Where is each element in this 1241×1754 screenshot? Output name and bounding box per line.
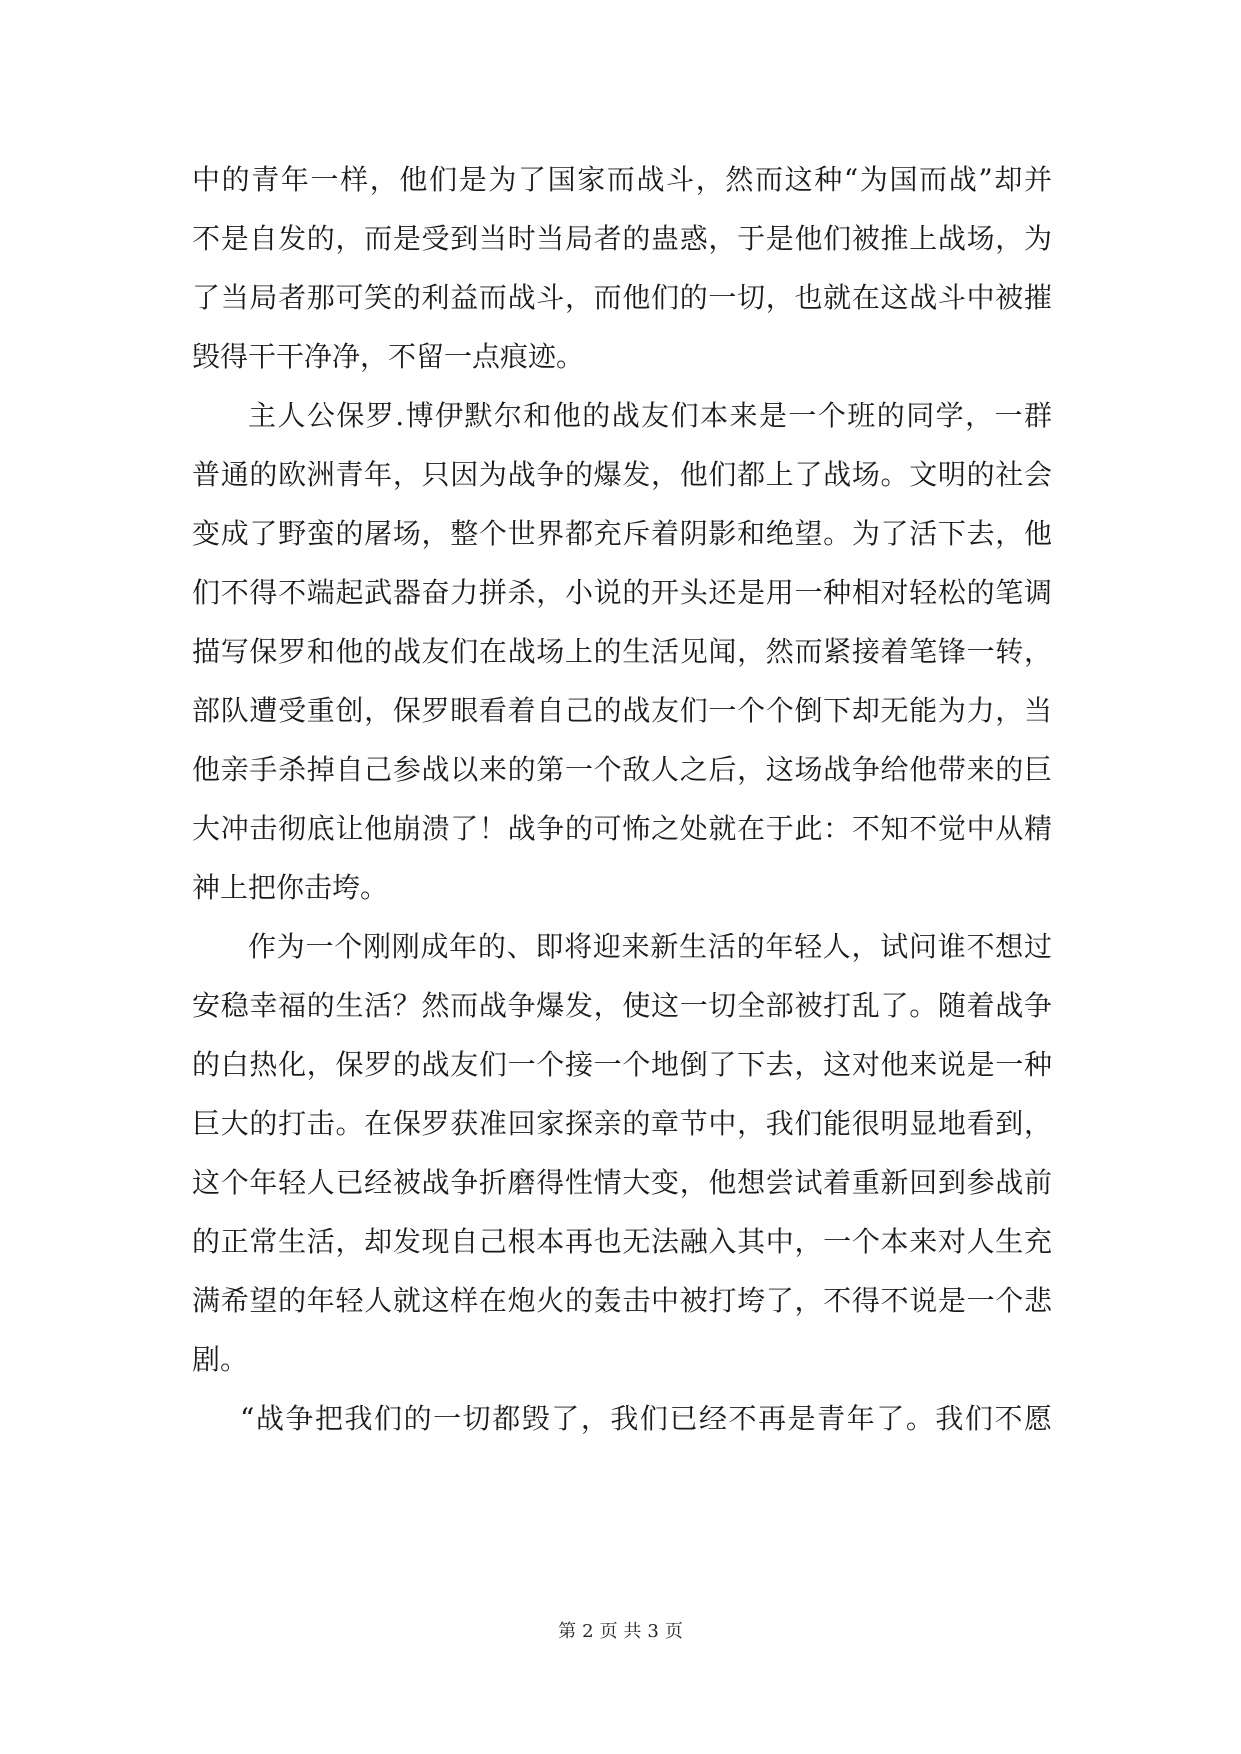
text-line: 毁得干干净净，不留一点痕迹。 xyxy=(192,340,585,373)
text-line: 部队遭受重创，保罗眼看着自己的战友们一个个倒下却无能为力，当 xyxy=(192,694,1052,727)
text-line: 作为一个刚刚成年的、即将迎来新生活的年轻人，试问谁不想过 xyxy=(248,930,1052,963)
text-line: 神上把你击垮。 xyxy=(192,871,389,904)
text-line: 的白热化，保罗的战友们一个接一个地倒了下去，这对他来说是一种 xyxy=(192,1048,1052,1081)
text-line: 他亲手杀掉自己参战以来的第一个敌人之后，这场战争给他带来的巨 xyxy=(192,753,1052,786)
text-line: “战争把我们的一切都毁了，我们已经不再是青年了。我们不愿 xyxy=(240,1402,1052,1435)
footer-prefix: 第 xyxy=(558,1621,577,1642)
text-line: 满希望的年轻人就这样在炮火的轰击中被打垮了，不得不说是一个悲 xyxy=(192,1284,1052,1317)
text-line: 巨大的打击。在保罗获准回家探亲的章节中，我们能很明显地看到， xyxy=(192,1107,1052,1140)
current-page-number: 2 xyxy=(582,1621,594,1642)
text-line: 大冲击彻底让他崩溃了！战争的可怖之处就在于此：不知不觉中从精 xyxy=(192,812,1052,845)
text-line: 中的青年一样，他们是为了国家而战斗，然而这种“为国而战”却并 xyxy=(192,163,1052,196)
text-line: 描写保罗和他的战友们在战场上的生活见闻，然而紧接着笔锋一转， xyxy=(192,635,1052,668)
text-line: 剧。 xyxy=(192,1343,249,1376)
text-line: 们不得不端起武器奋力拼杀，小说的开头还是用一种相对轻松的笔调 xyxy=(192,576,1052,609)
text-line: 的正常生活，却发现自己根本再也无法融入其中，一个本来对人生充 xyxy=(192,1225,1052,1258)
text-line: 了当局者那可笑的利益而战斗，而他们的一切，也就在这战斗中被摧 xyxy=(192,281,1052,314)
text-line: 普通的欧洲青年，只因为战争的爆发，他们都上了战场。文明的社会 xyxy=(192,458,1052,491)
total-page-count: 3 xyxy=(647,1621,659,1642)
text-line: 主人公保罗.博伊默尔和他的战友们本来是一个班的同学，一群 xyxy=(248,399,1052,432)
text-line: 不是自发的，而是受到当时当局者的蛊惑，于是他们被推上战场，为 xyxy=(192,222,1052,255)
text-line: 安稳幸福的生活？然而战争爆发，使这一切全部被打乱了。随着战争 xyxy=(192,989,1052,1022)
text-line: 这个年轻人已经被战争折磨得性情大变，他想尝试着重新回到参战前 xyxy=(192,1166,1052,1199)
footer-mid: 页 共 xyxy=(599,1621,642,1642)
footer-suffix: 页 xyxy=(664,1621,683,1642)
text-line: 变成了野蛮的屠场，整个世界都充斥着阴影和绝望。为了活下去，他 xyxy=(192,517,1052,550)
page-footer xyxy=(0,1620,1241,1644)
